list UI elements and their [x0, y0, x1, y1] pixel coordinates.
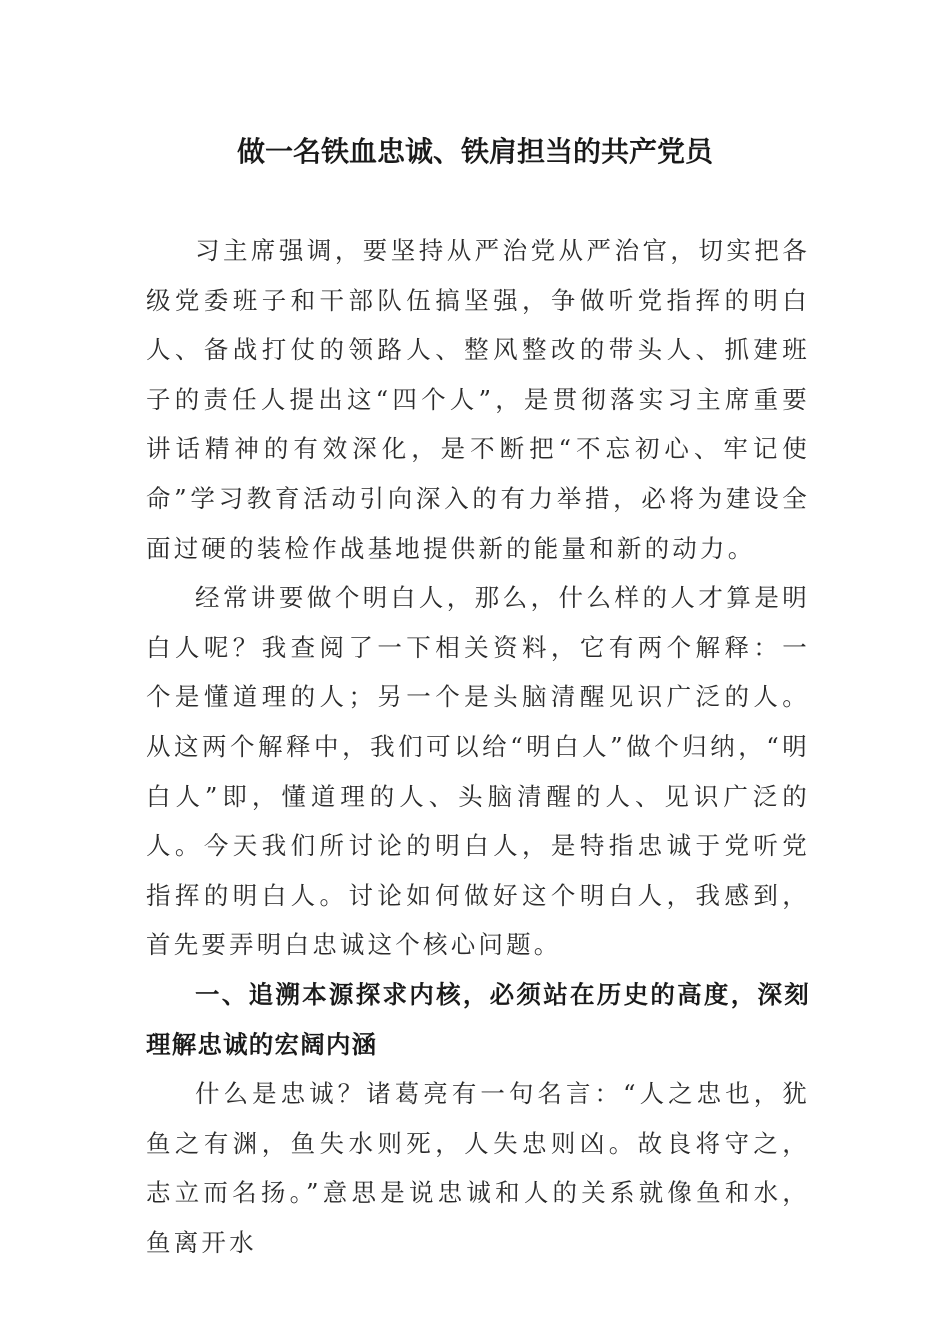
document-body — [146, 226, 810, 1267]
section-heading: 一、追溯本源探求内核，必须站在历史的高度，深刻理解忠诚的宏阔内涵 — [146, 979, 810, 1059]
body-paragraph: 经常讲要做个明白人，那么，什么样的人才算是明白人呢？我查阅了一下相关资料，它有两个解释：一个是懂道理的人；另一个是头脑清醒见识广泛的人。从这两个解释中，我们可以给“明白人”做个归纳，“明白人”即，懂道理的人、头脑清醒的人、见识广泛的人。今天我们所讨论的明白人，是特指忠诚于党听党指挥的明白人。讨论如何做好这个明白人，我感到，首先要弄明白忠诚这个核心问题。 — [146, 583, 810, 960]
body-paragraph: 什么是忠诚？诸葛亮有一句名言：“人之忠也，犹鱼之有渊，鱼失水则死，人失忠则凶。故良将守之，志立而名扬。”意思是说忠诚和人的关系就像鱼和水，鱼离开水 — [146, 1079, 810, 1257]
body-paragraph: 习主席强调，要坚持从严治党从严治官，切实把各级党委班子和干部队伍搞坚强，争做听党指挥的明白人、备战打仗的领路人、整风整改的带头人、抓建班子的责任人提出这“四个人”，是贯彻落实习主席重要讲话精神的有效深化，是不断把“不忘初心、牢记使命”学习教育活动引向深入的有力举措，必将为建设全面过硬的装检作战基地提供新的能量和新的动力。 — [146, 236, 810, 563]
document-title: 做一名铁血忠诚、铁肩担当的共产党员 — [236, 135, 713, 168]
